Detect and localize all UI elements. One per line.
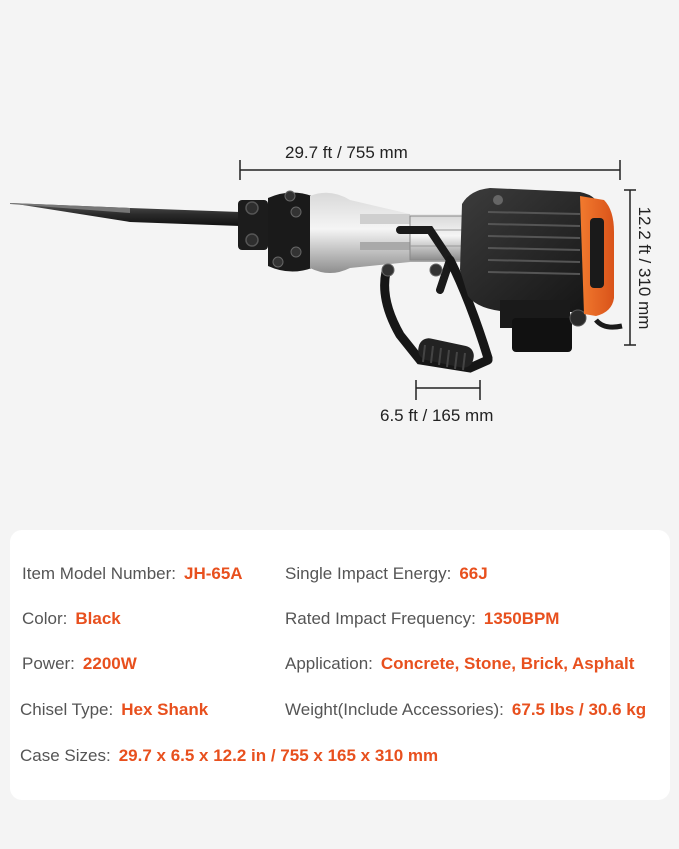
specifications-card bbox=[10, 530, 670, 800]
spec-value: 67.5 lbs / 30.6 kg bbox=[511, 700, 647, 719]
spec-label: Color: bbox=[22, 609, 68, 628]
spec-model-number bbox=[22, 564, 243, 584]
spec-value: 2200W bbox=[82, 654, 137, 673]
height-dimension-label: 12.2 ft / 310 mm bbox=[635, 206, 654, 330]
spec-impact-energy bbox=[285, 564, 488, 584]
spec-label: Application: bbox=[285, 654, 373, 673]
spec-chisel-type bbox=[20, 700, 208, 720]
spec-weight bbox=[285, 700, 646, 720]
spec-label: Weight(Include Accessories): bbox=[285, 700, 504, 719]
spec-value: 66J bbox=[459, 564, 488, 583]
spec-value: 29.7 x 6.5 x 12.2 in / 755 x 165 x 310 mm bbox=[118, 746, 439, 765]
spec-power bbox=[22, 654, 137, 674]
spec-color bbox=[22, 609, 121, 629]
handle-width-dimension-label: 6.5 ft / 165 mm bbox=[380, 406, 494, 425]
orange-rear-handle bbox=[580, 196, 622, 327]
spec-label: Item Model Number: bbox=[22, 564, 176, 583]
spec-label: Power: bbox=[22, 654, 75, 673]
spec-value: Concrete, Stone, Brick, Asphalt bbox=[380, 654, 635, 673]
spec-label: Case Sizes: bbox=[20, 746, 111, 765]
spec-label: Chisel Type: bbox=[20, 700, 114, 719]
spec-value: JH-65A bbox=[184, 564, 243, 583]
spec-value: Black bbox=[75, 609, 121, 628]
spec-application bbox=[285, 654, 634, 674]
spec-impact-frequency bbox=[285, 609, 559, 629]
length-dimension-line bbox=[240, 160, 620, 180]
chisel-bit bbox=[10, 203, 240, 226]
spec-label: Single Impact Energy: bbox=[285, 564, 452, 583]
spec-value: 1350BPM bbox=[483, 609, 560, 628]
length-dimension-label: 29.7 ft / 755 mm bbox=[285, 143, 408, 162]
spec-case-sizes bbox=[20, 746, 438, 766]
spec-value: Hex Shank bbox=[121, 700, 209, 719]
handle-dimension-line bbox=[416, 380, 480, 400]
spec-label: Rated Impact Frequency: bbox=[285, 609, 476, 628]
chuck-collar bbox=[238, 191, 312, 272]
